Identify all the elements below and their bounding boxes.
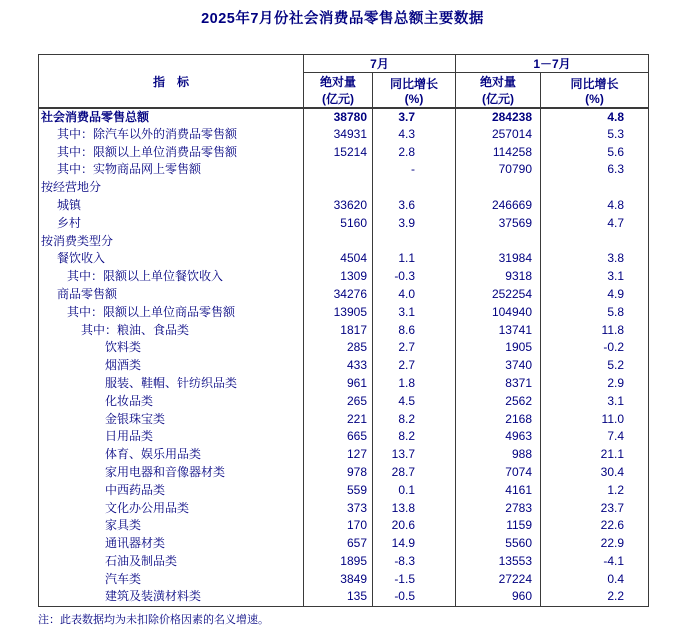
cum-abs-cell: 3740 bbox=[456, 357, 541, 375]
table-row bbox=[39, 375, 649, 393]
row-label: 金银珠宝类 bbox=[39, 411, 304, 429]
jul-abs-cell: 221 bbox=[304, 411, 373, 429]
row-label: 城镇 bbox=[39, 197, 304, 215]
yoy-label: 同比增长 bbox=[389, 76, 438, 91]
jul-abs-cell bbox=[304, 233, 373, 251]
table-row bbox=[39, 161, 649, 179]
header-indicator: 指 标 bbox=[39, 55, 304, 109]
cum-abs-cell: 1905 bbox=[456, 339, 541, 357]
table-row bbox=[39, 411, 649, 429]
jul-yoy-cell bbox=[373, 179, 456, 197]
cum-abs-cell: 2562 bbox=[456, 393, 541, 411]
jul-yoy-cell: 2.7 bbox=[373, 357, 456, 375]
jul-yoy-cell: 8.2 bbox=[373, 428, 456, 446]
table-row bbox=[39, 126, 649, 144]
cum-yoy-cell: 23.7 bbox=[541, 500, 649, 518]
header-row-periods bbox=[39, 55, 649, 73]
table-row bbox=[39, 553, 649, 571]
page-title: 2025年7月份社会消费品零售总额主要数据 bbox=[201, 11, 484, 27]
jul-abs-cell: 127 bbox=[304, 446, 373, 464]
jul-yoy-cell: -0.5 bbox=[373, 589, 456, 607]
row-label: 其中：粮油、食品类 bbox=[39, 322, 304, 340]
yoy-unit: (%) bbox=[585, 91, 604, 106]
cum-abs-cell: 13553 bbox=[456, 553, 541, 571]
row-label: 按消费类型分 bbox=[39, 233, 304, 251]
cum-abs-cell: 104940 bbox=[456, 304, 541, 322]
cum-abs-cell bbox=[456, 179, 541, 197]
row-label: 餐饮收入 bbox=[39, 250, 304, 268]
table-row bbox=[39, 535, 649, 553]
cum-yoy-cell: 6.3 bbox=[541, 161, 649, 179]
row-label: 商品零售额 bbox=[39, 286, 304, 304]
jul-yoy-cell: 0.1 bbox=[373, 482, 456, 500]
cum-yoy-cell: 1.2 bbox=[541, 482, 649, 500]
jul-yoy-cell: 13.7 bbox=[373, 446, 456, 464]
table-row bbox=[39, 144, 649, 162]
cum-yoy-cell: 5.8 bbox=[541, 304, 649, 322]
cum-yoy-cell: 11.8 bbox=[541, 322, 649, 340]
cum-yoy-cell: 21.1 bbox=[541, 446, 649, 464]
cum-yoy-cell: 3.8 bbox=[541, 250, 649, 268]
cum-yoy-cell: 22.6 bbox=[541, 517, 649, 535]
cum-abs-cell: 70790 bbox=[456, 161, 541, 179]
row-label: 按经营地分 bbox=[39, 179, 304, 197]
jul-yoy-cell: 3.7 bbox=[373, 108, 456, 126]
cum-abs-cell: 2783 bbox=[456, 500, 541, 518]
table-row bbox=[39, 482, 649, 500]
yoy-unit: (%) bbox=[404, 91, 424, 106]
retail-sales-table bbox=[38, 54, 649, 607]
jul-yoy-cell: -0.3 bbox=[373, 268, 456, 286]
table-header bbox=[39, 55, 649, 109]
jul-abs-cell: 15214 bbox=[304, 144, 373, 162]
row-label: 文化办公用品类 bbox=[39, 500, 304, 518]
header-july-absolute bbox=[304, 73, 373, 109]
jul-abs-cell: 373 bbox=[304, 500, 373, 518]
row-label: 其中：限额以上单位商品零售额 bbox=[39, 304, 304, 322]
jul-abs-cell: 1895 bbox=[304, 553, 373, 571]
jul-abs-cell: 433 bbox=[304, 357, 373, 375]
cum-yoy-cell: 4.9 bbox=[541, 286, 649, 304]
jul-abs-cell: 135 bbox=[304, 589, 373, 607]
jul-yoy-cell: 14.9 bbox=[373, 535, 456, 553]
jul-yoy-cell: 3.6 bbox=[373, 197, 456, 215]
jul-yoy-cell bbox=[373, 233, 456, 251]
absolute-label: 绝对量 bbox=[479, 75, 516, 89]
table-row bbox=[39, 464, 649, 482]
jul-yoy-cell: 28.7 bbox=[373, 464, 456, 482]
jul-yoy-cell: 1.8 bbox=[373, 375, 456, 393]
table-row bbox=[39, 571, 649, 589]
cum-abs-cell: 1159 bbox=[456, 517, 541, 535]
jul-abs-cell: 34276 bbox=[304, 286, 373, 304]
jul-abs-cell bbox=[304, 179, 373, 197]
row-label: 建筑及装潢材料类 bbox=[39, 589, 304, 607]
cum-abs-cell: 4161 bbox=[456, 482, 541, 500]
cum-abs-cell: 4963 bbox=[456, 428, 541, 446]
cum-abs-cell bbox=[456, 233, 541, 251]
cum-yoy-cell: 2.9 bbox=[541, 375, 649, 393]
yoy-label: 同比增长 bbox=[570, 76, 619, 91]
jul-yoy-cell: 13.8 bbox=[373, 500, 456, 518]
row-label: 石油及制品类 bbox=[39, 553, 304, 571]
jul-abs-cell: 265 bbox=[304, 393, 373, 411]
jul-yoy-cell: 4.0 bbox=[373, 286, 456, 304]
cum-abs-cell: 252254 bbox=[456, 286, 541, 304]
table-row bbox=[39, 268, 649, 286]
row-label: 其中：除汽车以外的消费品零售额 bbox=[39, 126, 304, 144]
jul-yoy-cell: 3.9 bbox=[373, 215, 456, 233]
cum-abs-cell: 257014 bbox=[456, 126, 541, 144]
row-label: 饮料类 bbox=[39, 339, 304, 357]
jul-abs-cell: 38780 bbox=[304, 108, 373, 126]
cum-yoy-cell: 4.8 bbox=[541, 108, 649, 126]
cum-abs-cell: 7074 bbox=[456, 464, 541, 482]
header-july: 7月 bbox=[304, 55, 456, 73]
table-body bbox=[39, 108, 649, 606]
header-jan-jul: 1－7月 bbox=[456, 55, 649, 73]
jul-abs-cell: 13905 bbox=[304, 304, 373, 322]
table-row bbox=[39, 339, 649, 357]
cum-yoy-cell: 2.2 bbox=[541, 589, 649, 607]
cum-yoy-cell: 5.2 bbox=[541, 357, 649, 375]
jul-abs-cell: 3849 bbox=[304, 571, 373, 589]
cum-yoy-cell: 30.4 bbox=[541, 464, 649, 482]
jul-yoy-cell: 8.2 bbox=[373, 411, 456, 429]
cum-yoy-cell: 7.4 bbox=[541, 428, 649, 446]
row-label: 社会消费品零售总额 bbox=[39, 108, 304, 126]
cum-abs-cell: 8371 bbox=[456, 375, 541, 393]
cum-abs-cell: 988 bbox=[456, 446, 541, 464]
cum-yoy-cell bbox=[541, 179, 649, 197]
cum-yoy-cell: -4.1 bbox=[541, 553, 649, 571]
cum-abs-cell: 9318 bbox=[456, 268, 541, 286]
cum-abs-cell: 246669 bbox=[456, 197, 541, 215]
row-label: 其中：限额以上单位餐饮收入 bbox=[39, 268, 304, 286]
jul-abs-cell bbox=[304, 161, 373, 179]
cum-abs-cell: 5560 bbox=[456, 535, 541, 553]
jul-yoy-cell: 2.7 bbox=[373, 339, 456, 357]
jul-abs-cell: 657 bbox=[304, 535, 373, 553]
table-row bbox=[39, 393, 649, 411]
table-row bbox=[39, 197, 649, 215]
jul-abs-cell: 34931 bbox=[304, 126, 373, 144]
absolute-unit: (亿元) bbox=[322, 92, 354, 106]
cum-abs-cell: 960 bbox=[456, 589, 541, 607]
absolute-unit: (亿元) bbox=[482, 92, 514, 106]
row-label: 通讯器材类 bbox=[39, 535, 304, 553]
jul-abs-cell: 33620 bbox=[304, 197, 373, 215]
table-row bbox=[39, 304, 649, 322]
row-label: 汽车类 bbox=[39, 571, 304, 589]
table-row bbox=[39, 215, 649, 233]
header-janjul-absolute bbox=[456, 73, 541, 109]
jul-abs-cell: 1817 bbox=[304, 322, 373, 340]
jul-yoy-cell: 1.1 bbox=[373, 250, 456, 268]
table-row bbox=[39, 357, 649, 375]
header-janjul-yoy bbox=[541, 73, 649, 109]
absolute-label: 绝对量 bbox=[319, 75, 356, 89]
table-row bbox=[39, 428, 649, 446]
cum-abs-cell: 2168 bbox=[456, 411, 541, 429]
cum-abs-cell: 27224 bbox=[456, 571, 541, 589]
cum-yoy-cell: 22.9 bbox=[541, 535, 649, 553]
cum-abs-cell: 114258 bbox=[456, 144, 541, 162]
cum-abs-cell: 13741 bbox=[456, 322, 541, 340]
row-label: 乡村 bbox=[39, 215, 304, 233]
jul-abs-cell: 285 bbox=[304, 339, 373, 357]
jul-abs-cell: 961 bbox=[304, 375, 373, 393]
cum-abs-cell: 284238 bbox=[456, 108, 541, 126]
cum-yoy-cell: 4.8 bbox=[541, 197, 649, 215]
jul-yoy-cell: 20.6 bbox=[373, 517, 456, 535]
jul-yoy-cell: 4.5 bbox=[373, 393, 456, 411]
table-row bbox=[39, 179, 649, 197]
cum-yoy-cell: 11.0 bbox=[541, 411, 649, 429]
cum-yoy-cell: 5.6 bbox=[541, 144, 649, 162]
jul-abs-cell: 1309 bbox=[304, 268, 373, 286]
row-label: 日用品类 bbox=[39, 428, 304, 446]
jul-abs-cell: 665 bbox=[304, 428, 373, 446]
table-row bbox=[39, 233, 649, 251]
table-row bbox=[39, 446, 649, 464]
cum-yoy-cell: 5.3 bbox=[541, 126, 649, 144]
cum-yoy-cell: 4.7 bbox=[541, 215, 649, 233]
cum-abs-cell: 31984 bbox=[456, 250, 541, 268]
jul-yoy-cell: 4.3 bbox=[373, 126, 456, 144]
cum-abs-cell: 37569 bbox=[456, 215, 541, 233]
cum-yoy-cell: 0.4 bbox=[541, 571, 649, 589]
jul-abs-cell: 170 bbox=[304, 517, 373, 535]
row-label: 中西药品类 bbox=[39, 482, 304, 500]
row-label: 服装、鞋帽、针纺织品类 bbox=[39, 375, 304, 393]
table-row bbox=[39, 250, 649, 268]
header-july-yoy bbox=[373, 73, 456, 109]
cum-yoy-cell: 3.1 bbox=[541, 393, 649, 411]
cum-yoy-cell bbox=[541, 233, 649, 251]
jul-yoy-cell: 2.8 bbox=[373, 144, 456, 162]
row-label: 家具类 bbox=[39, 517, 304, 535]
jul-abs-cell: 559 bbox=[304, 482, 373, 500]
table-row bbox=[39, 589, 649, 607]
jul-yoy-cell: 3.1 bbox=[373, 304, 456, 322]
table-row bbox=[39, 517, 649, 535]
table-row bbox=[39, 108, 649, 126]
row-label: 化妆品类 bbox=[39, 393, 304, 411]
row-label: 烟酒类 bbox=[39, 357, 304, 375]
row-label: 其中：限额以上单位消费品零售额 bbox=[39, 144, 304, 162]
table-row bbox=[39, 322, 649, 340]
jul-yoy-cell: -8.3 bbox=[373, 553, 456, 571]
jul-abs-cell: 4504 bbox=[304, 250, 373, 268]
row-label: 体育、娱乐用品类 bbox=[39, 446, 304, 464]
row-label: 其中：实物商品网上零售额 bbox=[39, 161, 304, 179]
jul-abs-cell: 978 bbox=[304, 464, 373, 482]
row-label: 家用电器和音像器材类 bbox=[39, 464, 304, 482]
jul-yoy-cell: -1.5 bbox=[373, 571, 456, 589]
jul-yoy-cell: 8.6 bbox=[373, 322, 456, 340]
cum-yoy-cell: 3.1 bbox=[541, 268, 649, 286]
jul-yoy-cell: - bbox=[373, 161, 456, 179]
cum-yoy-cell: -0.2 bbox=[541, 339, 649, 357]
table-row bbox=[39, 500, 649, 518]
jul-abs-cell: 5160 bbox=[304, 215, 373, 233]
footnote: 注：此表数据均为未扣除价格因素的名义增速。 bbox=[38, 613, 269, 626]
table-row bbox=[39, 286, 649, 304]
